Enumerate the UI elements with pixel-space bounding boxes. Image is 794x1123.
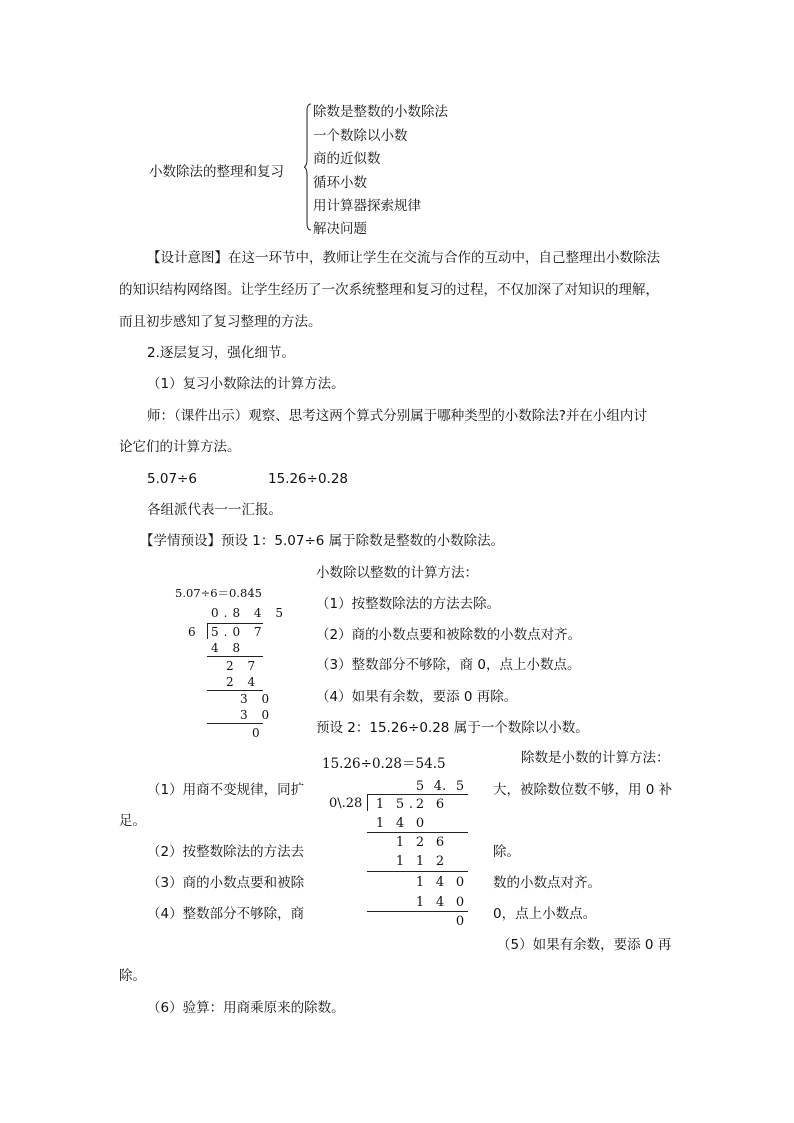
subsection-heading: （1）复习小数除法的计算方法。 (147, 376, 345, 392)
step-digit: 0 (455, 895, 465, 910)
brace-symbol (304, 103, 312, 231)
division-remainder: 0 (252, 726, 265, 740)
division-remainder: 0 (455, 914, 465, 929)
method-step: （2）商的小数点要和被除数的小数点对齐。 (316, 627, 582, 643)
division-equation: 5.07÷6＝0.845 (175, 586, 262, 600)
method-step: （5）如果有余数，要添 0 再 (497, 937, 672, 953)
step-digit: 1 (375, 816, 385, 831)
method-step: 除。 (119, 968, 146, 984)
outline-item: 循环小数 (313, 175, 367, 191)
method-step: （4）整数部分不够除，商 (147, 906, 305, 922)
method-step: （6）验算：用商乘原来的除数。 (147, 1000, 345, 1016)
step-line (367, 832, 468, 833)
step-digit: 1 (415, 875, 425, 890)
quotient: 0.8 4 5 (211, 606, 288, 620)
section-heading: 2.逐层复习，强化细节。 (147, 345, 295, 361)
method-title: 小数除以整数的计算方法： (316, 565, 478, 581)
division-step: 3 0 (240, 692, 275, 706)
dividend-digit: . (408, 797, 414, 812)
dividend-digit: 2 (415, 797, 425, 812)
method-step: 大，被除数位数不够，用 0 补 (493, 782, 673, 798)
expression: 15.26÷0.28 (268, 471, 349, 487)
step-digit: 4 (435, 895, 445, 910)
method-step: 0，点上小数点。 (493, 906, 597, 922)
quotient-digit: 4. (433, 779, 447, 794)
outline-item: 解决问题 (313, 221, 367, 237)
step-digit: 2 (415, 835, 425, 850)
method-step: （1）按整数除法的方法去除。 (316, 596, 501, 612)
outline-item: 一个数除以小数 (313, 128, 408, 144)
step-line (367, 871, 468, 872)
expression: 5.07÷6 (147, 471, 197, 487)
design-intent-line: 而且初步感知了复习整理的方法。 (119, 314, 322, 330)
step-line (207, 690, 263, 691)
division-step: 2 7 (226, 659, 261, 673)
outline-root: 小数除法的整理和复习 (149, 164, 284, 180)
step-digit: 1 (415, 895, 425, 910)
method-step: （3）商的小数点要和被除 (147, 875, 305, 891)
step-digit: 1 (415, 854, 425, 869)
method-step: （1）用商不变规律，同扩 (147, 782, 305, 798)
dividend-digit: 5 (395, 797, 405, 812)
preset-2: 预设 2：15.26÷0.28 属于一个数除以小数。 (316, 720, 589, 736)
outline-item: 用计算器探索规律 (313, 198, 421, 214)
divisor: 0\.28 (329, 796, 363, 811)
dividend-digit: 1 (375, 797, 385, 812)
quotient-digit: 5 (455, 779, 465, 794)
division-bracket (207, 623, 208, 639)
method-step: 数的小数点对齐。 (493, 875, 601, 891)
report-line: 各组派代表一一汇报。 (147, 502, 282, 518)
design-intent-line: 的知识结构网络图。让学生经历了一次系统整理和复习的过程，不仅加深了对知识的理解， (119, 282, 659, 298)
outline-item: 除数是整数的小数除法 (313, 104, 448, 120)
quotient-digit: 5 (415, 779, 425, 794)
step-line (367, 911, 468, 912)
division-bar (367, 794, 468, 795)
method-step: （2）按整数除法的方法去 (147, 844, 305, 860)
method-step: （4）如果有余数，要添 0 再除。 (316, 689, 518, 705)
division-equation: 15.26÷0.28＝54.5 (322, 756, 446, 772)
division-bar (207, 623, 263, 624)
step-line (207, 656, 263, 657)
division-step: 3 0 (240, 708, 275, 722)
step-digit: 1 (395, 835, 405, 850)
division-bracket (367, 794, 368, 811)
step-digit: 4 (395, 816, 405, 831)
step-digit: 0 (415, 816, 425, 831)
method-title: 除数是小数的计算方法： (521, 750, 670, 766)
step-digit: 2 (435, 854, 445, 869)
outline-item: 商的近似数 (313, 151, 381, 167)
teacher-line: 论它们的计算方法。 (119, 439, 241, 455)
teacher-line: 师：（课件出示）观察、思考这两个算式分别属于哪种类型的小数除法?并在小组内讨 (147, 408, 647, 424)
division-step: 4 8 (211, 641, 246, 655)
preset-1: 【学情预设】预设 1：5.07÷6 属于除数是整数的小数除法。 (140, 533, 505, 549)
method-step: （3）整数部分不够除，商 0，点上小数点。 (316, 657, 581, 673)
dividend-digit: 6 (435, 797, 445, 812)
divisor: 6 (188, 625, 201, 639)
division-step: 2 4 (226, 675, 261, 689)
dividend: 5.0 7 (211, 625, 267, 639)
method-step: 除。 (493, 844, 520, 860)
step-digit: 0 (455, 875, 465, 890)
step-line (207, 723, 263, 724)
step-digit: 1 (395, 854, 405, 869)
step-digit: 4 (435, 875, 445, 890)
method-step: 足。 (119, 813, 146, 829)
step-digit: 6 (435, 835, 445, 850)
design-intent-line: 【设计意图】在这一环节中，教师让学生在交流与合作的互动中，自己整理出小数除法 (147, 250, 660, 266)
